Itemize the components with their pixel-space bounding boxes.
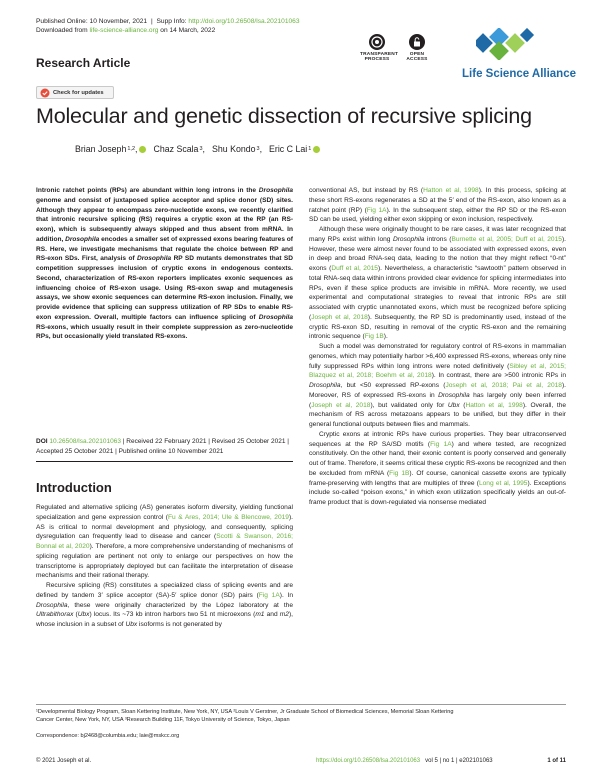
paragraph: conventional AS, but instead by RS (Hatton et al, 1998). In this process, splicing at these short RS-exons regenerates a SD at the 5′ end of the RS-exon, also known as a ratchet point (RP) (Fig 1A). In the subsequent step, either the RP SD or the RS-exon SD can be used, yielding either exon skipping or exon inclusion, respectively. [309, 187, 567, 224]
supp-info-link[interactable]: http://doi.org/10.26508/lsa.202101063 [188, 18, 300, 25]
copyright: © 2021 Joseph et al. [36, 758, 92, 764]
divider [36, 704, 566, 705]
open-access-badge: OPEN ACCESS [400, 34, 434, 63]
paragraph: Although these were originally thought to be rare cases, it was later recognized that many RPs exist within long Drosophila introns (Burnette et al, 2005; Duff et al, 2015). However, these were almost never found to be associated with expressed exons, even in deep and broad RNA-seq data, leading to the notion that they might reflect “0-nt” exons (Duff et al, 2015). Nevertheless, a characteristic “sawtooth” pattern observed in total RNA-seq data within introns provided clear evidence for splicing intermediates into RPs, even if these splice products are invisible in mRNA. More recently, we used experimental and computational strategies to reveal that intronic RPs are still associated with cryptic unannotated exons, which must be recognized before splicing (Joseph et al, 2018). Subsequently, the RP SD is predominantly used, instead of the cryptic RS-exon SD, resulting in removal of the cryptic RS-exon and the remaining intronic sequence (Fig 1B). [309, 226, 566, 341]
author-list [75, 144, 327, 154]
article-title: Molecular and genetic dissection of recursive splicing [36, 104, 532, 128]
journal-name: Life Science Alliance [462, 68, 576, 80]
downloaded-line: Downloaded from life-science-alliance.org on 14 March, 2022 [36, 26, 216, 34]
footer-doi: https://doi.org/10.26508/lsa.202101063 vol 5 | no 1 | e202101063 [316, 758, 493, 764]
published-line: Published Online: 10 November, 2021 | Supp Info: http://doi.org/10.26508/lsa.202101063 [36, 18, 300, 25]
transparent-process-icon [369, 34, 385, 50]
author[interactable]: Shu Kondo 3 , [211, 144, 263, 154]
article-type: Research Article [36, 56, 131, 70]
divider [36, 461, 293, 462]
paragraph: Cryptic exons at intronic RPs have curious properties. They bear ultraconserved sequences at the RP SA/SD motifs (Fig 1A) and where tested, are recognized constitutively. On the other hand, their exonic content is poorly conserved and generally out of frame. Therefore, it seems critical these cryptic RS-exons be recognized and then be excluded from mRNA (Fig 1B). Of course, canonical cassette exons are typically frame-preserving with lengths that are multiples of three (Long et al, 1995). Exceptions include so-called “poison exons,” in which exon utilization specifically yields an out-of-frame product that is down-regulated via nonsense mediated [309, 430, 567, 506]
journal-logo [436, 28, 576, 82]
author[interactable]: Chaz Scala 3 , [153, 144, 205, 154]
badges [360, 34, 442, 82]
check-updates-button[interactable]: Check for updates [36, 86, 114, 99]
section-heading: Introduction [36, 480, 112, 495]
paragraph: Regulated and alternative splicing (AS) generates isoform diversity, yielding functional specialization and gene expression control (Fu & Ares, 2014; Ule & Blencowe, 2019). AS is critical to normal development and physiology, and consequently, splicing dysregulation can frequently lead to disease and cancer (Scotti & Swanson, 2016; Bonnal et al, 2020). Therefore, a more comprehensive understanding of mechanisms of splicing regulation are pertinent not only to enlarge our perspectives on how the transcriptome is appropriately deployed but can facilitate the interpretation of disease mechanisms and their rational therapy. [36, 504, 294, 580]
open-access-icon [409, 34, 425, 50]
orcid-icon[interactable] [139, 146, 146, 153]
affiliations: ¹Developmental Biology Program, Sloan Kettering Institute, New York, NY, USA ²Louis V Gerstner, Jr Graduate School of Biomedical Sciences, Memorial Sloan Kettering Cancer Center, New York, NY, USA ³Research Building 11F, Tokyo University of Science, Tokyo, Japan [36, 709, 454, 723]
correspondence: Correspondence: bj2468@columbia.edu; laie@mskcc.org [36, 733, 180, 739]
page-number: 1 of 11 [547, 758, 566, 764]
abstract: Intronic ratchet points (RPs) are abundant within long introns in the Drosophila genome and consist of juxtaposed splice acceptor and splice donor (SD) sites. Although they appear to encompass zero-nucleotide exons, we recently clarified that intronic recursive splicing (RS) requires a cryptic exon at the RP (an RS-exon), which is subsequently always skipped and thus absent from mRNA. In addition, Drosophila encodes a smaller set of expressed exons bearing features of RS. Here, we investigate mechanisms that regulate the choice between RP and RS-exon SDs. First, analysis of Drosophila RP SD mutants demonstrates that SD competition suppresses inclusion of cryptic exons in endogenous contexts. Second, characterization of RS-exon reporters implicates exonic sequences as influencing choice of RS-exon usage. Using RS-exon swap and mutagenesis assays, we show exonic sequences can determine RS-exon inclusion. Finally, we provide evidence that splicing can suppress utilization of RP SDs to enable RS-exon expression. Overall, multiple factors can influence splicing of Drosophila RS-exons, which usually result in their complete suppression as zero-nucleotide RPs, but occasionally yield translated RS-exons. [36, 187, 293, 341]
paragraph: Recursive splicing (RS) constitutes a specialized class of splicing events and are defined by tandem 3′ splice acceptor (SA)-5′ splice donor (SD) pairs (Fig 1A). In Drosophila, these were originally characterized by the López laboratory at the Ultrabithorax (Ubx) locus. Its ~73 kb intron harbors two 51 nt microexons (m1 and m2), whose inclusion in a subset of Ubx isoforms is not generated by [36, 582, 294, 628]
paragraph: Such a model was demonstrated for regulatory control of RS-exons in mammalian genomes, which may potentially harbor >6,400 expressed RS-exons, whereas only nine fully suppressed RPs within long introns were noted definitively (Sibley et al, 2015; Blazquez et al, 2018; Boehm et al, 2018). In contrast, there are >500 intronic RPs in Drosophila, but <50 expressed RP-exons (Joseph et al, 2018; Pai et al, 2018). Moreover, RS of expressed RS-exons in Drosophila has largely only been inferred (Joseph et al, 2018), but validated only for Ubx (Hatton et al, 1998). Overall, the mechanism of RS across metazoans appears to be unified, but they differ in their general functional outputs between flies and mammals. [309, 343, 567, 428]
footer-doi-link[interactable]: https://doi.org/10.26508/lsa.202101063 [316, 758, 421, 764]
doi-block: DOI 10.26508/lsa.202101063 | Received 22 February 2021 | Revised 25 October 2021 | Accepted 25 October 2021 | Published online 10 November 2021 [36, 438, 289, 455]
intro-column [36, 503, 293, 630]
check-updates-icon [40, 88, 50, 98]
author[interactable]: Eric C Lai 1 [269, 144, 320, 154]
site-link[interactable]: life-science-alliance.org [89, 26, 159, 34]
transparent-process-badge: TRANSPARENT PROCESS [360, 34, 394, 63]
right-column [309, 186, 566, 508]
orcid-icon[interactable] [313, 146, 320, 153]
author[interactable]: Brian Joseph 1,2 , [75, 144, 146, 154]
doi-link[interactable]: 10.26508/lsa.202101063 [49, 438, 121, 445]
publication-info [36, 18, 300, 35]
journal-logo-mark [476, 28, 536, 60]
